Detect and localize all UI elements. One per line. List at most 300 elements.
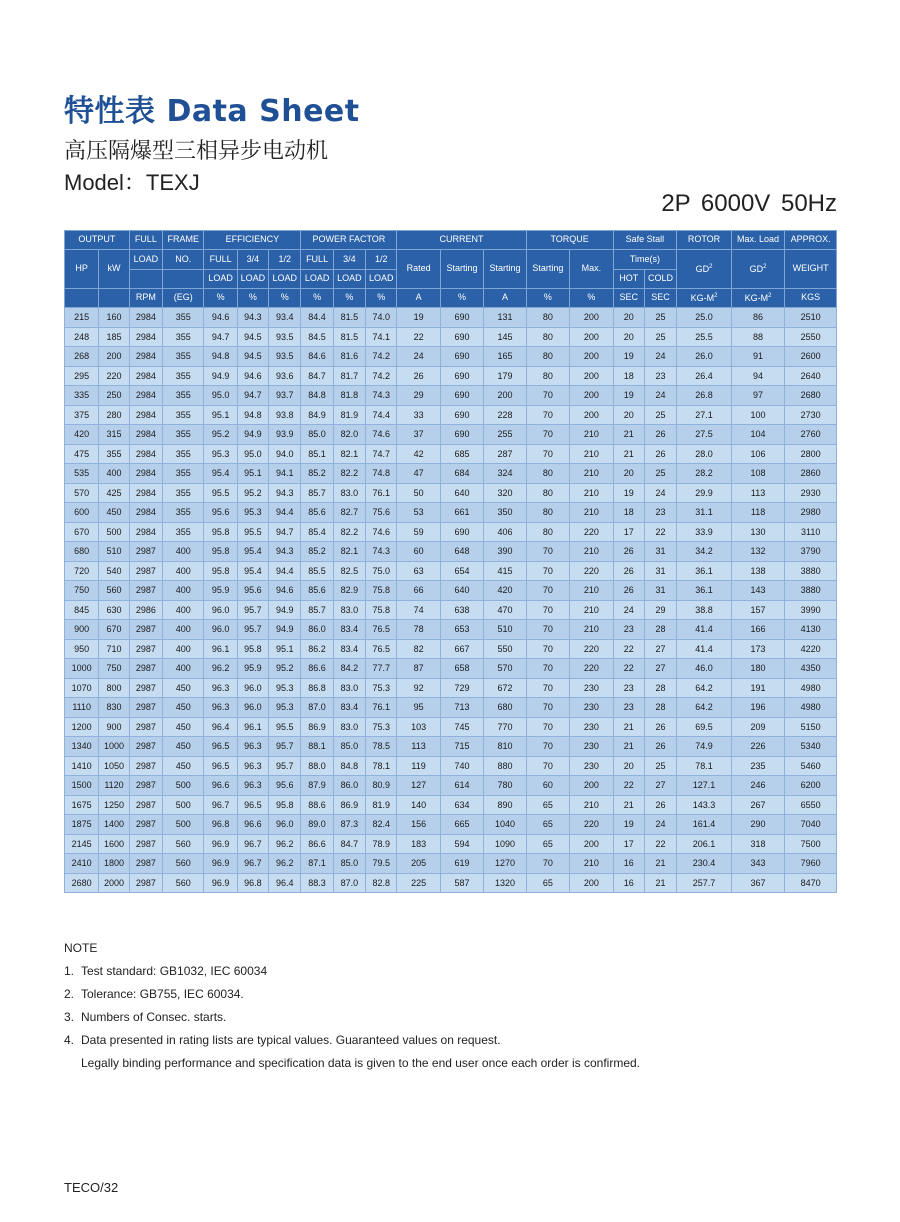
table-cell: 78.5 — [366, 737, 397, 757]
table-cell: 81.9 — [333, 405, 365, 425]
table-cell: 93.4 — [269, 308, 301, 328]
table-cell: 94.0 — [269, 444, 301, 464]
table-cell: 22 — [397, 327, 440, 347]
header-efficiency: EFFICIENCY — [204, 231, 301, 250]
table-cell: 70 — [526, 581, 569, 601]
table-cell: 196 — [731, 698, 785, 718]
table-cell: 315 — [99, 425, 129, 445]
header-eff-12: 1/2 — [269, 250, 301, 269]
table-cell: 31 — [644, 561, 676, 581]
table-cell: 16 — [613, 854, 644, 874]
table-cell: 82.7 — [333, 503, 365, 523]
table-cell: 93.8 — [269, 405, 301, 425]
table-cell: 81.6 — [333, 347, 365, 367]
table-cell: 70 — [526, 854, 569, 874]
table-cell: 209 — [731, 717, 785, 737]
table-cell: 228 — [484, 405, 526, 425]
unit-starting-pct: % — [440, 288, 483, 307]
table-cell: 85.6 — [301, 503, 333, 523]
table-cell: 26 — [644, 737, 676, 757]
table-cell: 94.6 — [204, 308, 237, 328]
table-cell: 450 — [163, 717, 204, 737]
table-cell: 400 — [163, 542, 204, 562]
table-cell: 85.6 — [301, 581, 333, 601]
table-cell: 94.7 — [204, 327, 237, 347]
table-cell: 26 — [613, 542, 644, 562]
table-cell: 29 — [397, 386, 440, 406]
table-cell: 267 — [731, 795, 785, 815]
table-cell: 86.6 — [301, 659, 333, 679]
table-row — [65, 717, 837, 737]
table-cell: 355 — [163, 386, 204, 406]
table-cell: 230 — [570, 737, 613, 757]
table-cell: 22 — [613, 639, 644, 659]
table-cell: 18 — [613, 503, 644, 523]
table-cell: 94.9 — [204, 366, 237, 386]
table-cell: 76.1 — [366, 483, 397, 503]
table-cell: 94.4 — [269, 503, 301, 523]
unit-torque-max: % — [570, 288, 613, 307]
table-cell: 230 — [570, 717, 613, 737]
table-cell: 29.9 — [677, 483, 732, 503]
table-cell: 8470 — [785, 873, 837, 893]
table-row — [65, 737, 837, 757]
table-cell: 143 — [731, 581, 785, 601]
notes-heading: NOTE — [64, 941, 98, 955]
table-cell: 24 — [613, 600, 644, 620]
table-row — [65, 756, 837, 776]
table-cell: 4220 — [785, 639, 837, 659]
table-cell: 780 — [484, 776, 526, 796]
unit-hot-sec: SEC — [613, 288, 644, 307]
note-item: 1. Test standard: GB1032, IEC 60034 — [64, 964, 268, 978]
table-cell: 70 — [526, 756, 569, 776]
table-cell: 94.6 — [237, 366, 268, 386]
table-cell: 108 — [731, 464, 785, 484]
table-cell: 4130 — [785, 620, 837, 640]
table-cell: 41.4 — [677, 639, 732, 659]
table-cell: 95.4 — [237, 542, 268, 562]
table-cell: 70 — [526, 639, 569, 659]
table-cell: 96.9 — [204, 854, 237, 874]
table-cell: 20 — [613, 464, 644, 484]
table-cell: 614 — [440, 776, 483, 796]
table-cell: 94.3 — [269, 542, 301, 562]
table-cell: 127 — [397, 776, 440, 796]
table-cell: 619 — [440, 854, 483, 874]
table-cell: 658 — [440, 659, 483, 679]
table-cell: 36.1 — [677, 581, 732, 601]
table-row — [65, 600, 837, 620]
table-cell: 320 — [484, 483, 526, 503]
table-cell: 680 — [65, 542, 99, 562]
table-cell: 2860 — [785, 464, 837, 484]
table-cell: 450 — [99, 503, 129, 523]
table-cell: 94.8 — [204, 347, 237, 367]
table-cell: 65 — [526, 795, 569, 815]
table-cell: 654 — [440, 561, 483, 581]
table-cell: 65 — [526, 834, 569, 854]
table-cell: 205 — [397, 854, 440, 874]
table-cell: 96.3 — [204, 698, 237, 718]
table-cell: 24 — [644, 815, 676, 835]
table-cell: 83.0 — [333, 600, 365, 620]
table-cell: 95.8 — [204, 542, 237, 562]
table-cell: 24 — [644, 386, 676, 406]
table-cell: 3990 — [785, 600, 837, 620]
table-row — [65, 542, 837, 562]
table-cell: 83.0 — [333, 483, 365, 503]
header-rotor-gd2: $GD^2$ — [677, 250, 732, 289]
table-cell: 81.8 — [333, 386, 365, 406]
table-cell: 225 — [397, 873, 440, 893]
table-cell: 75.6 — [366, 503, 397, 523]
table-cell: 95.8 — [204, 561, 237, 581]
table-cell: 220 — [570, 815, 613, 835]
table-cell: 220 — [99, 366, 129, 386]
table-cell: 2987 — [129, 873, 162, 893]
table-cell: 220 — [570, 639, 613, 659]
table-cell: 1050 — [99, 756, 129, 776]
table-row — [65, 561, 837, 581]
table-cell: 94.7 — [237, 386, 268, 406]
table-cell: 210 — [570, 425, 613, 445]
table-cell: 95.5 — [204, 483, 237, 503]
table-cell: 96.1 — [237, 717, 268, 737]
table-cell: 2987 — [129, 698, 162, 718]
table-cell: 690 — [440, 522, 483, 542]
table-cell: 143.3 — [677, 795, 732, 815]
table-cell: 31.1 — [677, 503, 732, 523]
table-cell: 1875 — [65, 815, 99, 835]
table-cell: 2987 — [129, 717, 162, 737]
header-safe-stall: Safe Stall — [613, 231, 677, 250]
table-cell: 75.8 — [366, 600, 397, 620]
table-row — [65, 815, 837, 835]
table-cell: 210 — [570, 854, 613, 874]
table-cell: 570 — [65, 483, 99, 503]
table-cell: 74.1 — [366, 327, 397, 347]
table-cell: 76.1 — [366, 698, 397, 718]
table-cell: 3880 — [785, 581, 837, 601]
table-cell: 96.7 — [204, 795, 237, 815]
table-cell: 96.2 — [204, 659, 237, 679]
table-cell: 96.5 — [204, 756, 237, 776]
table-cell: 21 — [644, 873, 676, 893]
table-cell: 1120 — [99, 776, 129, 796]
table-cell: 450 — [163, 756, 204, 776]
table-row — [65, 366, 837, 386]
table-cell: 1400 — [99, 815, 129, 835]
table-cell: 24 — [644, 347, 676, 367]
table-cell: 19 — [397, 308, 440, 328]
table-cell: 2930 — [785, 483, 837, 503]
table-cell: 26 — [644, 795, 676, 815]
table-cell: 103 — [397, 717, 440, 737]
table-cell: 729 — [440, 678, 483, 698]
table-cell: 84.8 — [301, 386, 333, 406]
table-cell: 900 — [65, 620, 99, 640]
table-cell: 96.5 — [237, 795, 268, 815]
table-cell: 26 — [644, 444, 676, 464]
table-cell: 560 — [99, 581, 129, 601]
unit-rpm: RPM — [129, 288, 162, 307]
table-cell: 355 — [163, 327, 204, 347]
table-cell: 672 — [484, 678, 526, 698]
table-cell: 80 — [526, 483, 569, 503]
table-cell: 2987 — [129, 581, 162, 601]
table-cell: 96.3 — [237, 776, 268, 796]
table-cell: 96.6 — [204, 776, 237, 796]
table-cell: 173 — [731, 639, 785, 659]
table-cell: 2800 — [785, 444, 837, 464]
table-cell: 230.4 — [677, 854, 732, 874]
table-cell: 667 — [440, 639, 483, 659]
table-cell: 570 — [484, 659, 526, 679]
table-cell: 2984 — [129, 483, 162, 503]
table-cell: 210 — [570, 600, 613, 620]
table-cell: 800 — [99, 678, 129, 698]
table-cell: 95.1 — [237, 464, 268, 484]
table-cell: 191 — [731, 678, 785, 698]
table-cell: 710 — [99, 639, 129, 659]
table-cell: 96.0 — [269, 815, 301, 835]
table-cell: 94.7 — [269, 522, 301, 542]
table-cell: 82.8 — [366, 873, 397, 893]
table-cell: 355 — [163, 503, 204, 523]
table-cell: 210 — [570, 620, 613, 640]
header-kw: kW — [99, 250, 129, 289]
table-cell: 38.8 — [677, 600, 732, 620]
unit-kw — [99, 288, 129, 307]
table-cell: 2987 — [129, 795, 162, 815]
table-cell: 550 — [484, 639, 526, 659]
table-cell: 670 — [99, 620, 129, 640]
table-row — [65, 405, 837, 425]
table-cell: 95.1 — [204, 405, 237, 425]
table-cell: 82.2 — [333, 522, 365, 542]
header-time: Time(s) — [613, 250, 677, 269]
table-cell: 510 — [99, 542, 129, 562]
table-cell: 690 — [440, 366, 483, 386]
table-row — [65, 776, 837, 796]
table-cell: 70 — [526, 542, 569, 562]
header-weight: WEIGHT — [785, 250, 837, 289]
table-cell: 130 — [731, 522, 785, 542]
table-cell: 84.7 — [333, 834, 365, 854]
header-load: LOAD — [129, 250, 162, 269]
table-cell: 95.7 — [269, 737, 301, 757]
table-cell: 690 — [440, 308, 483, 328]
table-cell: 96.9 — [204, 873, 237, 893]
table-cell: 84.4 — [301, 308, 333, 328]
table-cell: 91 — [731, 347, 785, 367]
header-approx: APPROX. — [785, 231, 837, 250]
table-cell: 290 — [731, 815, 785, 835]
table-cell: 86.9 — [301, 717, 333, 737]
table-cell: 28 — [644, 698, 676, 718]
table-row — [65, 678, 837, 698]
table-cell: 25 — [644, 756, 676, 776]
table-cell: 2984 — [129, 522, 162, 542]
table-cell: 25 — [644, 464, 676, 484]
table-row — [65, 854, 837, 874]
table-cell: 2984 — [129, 503, 162, 523]
table-cell: 83.4 — [333, 698, 365, 718]
table-cell: 684 — [440, 464, 483, 484]
table-cell: 31 — [644, 542, 676, 562]
table-cell: 96.5 — [204, 737, 237, 757]
table-cell: 1090 — [484, 834, 526, 854]
header-pf-full: FULL — [301, 250, 333, 269]
table-cell: 75.0 — [366, 561, 397, 581]
table-cell: 24 — [644, 483, 676, 503]
page-number: TECO/32 — [64, 1180, 119, 1195]
table-cell: 3790 — [785, 542, 837, 562]
table-cell: 70 — [526, 386, 569, 406]
table-cell: 2000 — [99, 873, 129, 893]
table-cell: 1250 — [99, 795, 129, 815]
table-cell: 88.0 — [301, 756, 333, 776]
table-cell: 70 — [526, 561, 569, 581]
table-cell: 2987 — [129, 854, 162, 874]
table-cell: 690 — [440, 425, 483, 445]
table-cell: 81.5 — [333, 327, 365, 347]
table-cell: 21 — [613, 444, 644, 464]
table-cell: 36.1 — [677, 561, 732, 581]
notes-section — [64, 941, 640, 1079]
table-cell: 95.3 — [269, 698, 301, 718]
table-cell: 335 — [65, 386, 99, 406]
table-cell: 2984 — [129, 444, 162, 464]
unit-pf-12: % — [366, 288, 397, 307]
table-cell: 95.0 — [237, 444, 268, 464]
table-cell: 2600 — [785, 347, 837, 367]
table-cell: 220 — [570, 522, 613, 542]
table-row — [65, 425, 837, 445]
table-cell: 95.3 — [237, 503, 268, 523]
table-cell: 25 — [644, 405, 676, 425]
table-cell: 47 — [397, 464, 440, 484]
table-cell: 27.5 — [677, 425, 732, 445]
table-cell: 287 — [484, 444, 526, 464]
table-cell: 138 — [731, 561, 785, 581]
table-cell: 355 — [163, 405, 204, 425]
table-cell: 86.2 — [301, 639, 333, 659]
table-cell: 46.0 — [677, 659, 732, 679]
table-cell: 59 — [397, 522, 440, 542]
table-cell: 367 — [731, 873, 785, 893]
table-cell: 85.0 — [301, 425, 333, 445]
table-cell: 257.7 — [677, 873, 732, 893]
table-cell: 355 — [99, 444, 129, 464]
table-cell: 2987 — [129, 776, 162, 796]
table-cell: 2145 — [65, 834, 99, 854]
table-cell: 75.3 — [366, 717, 397, 737]
table-cell: 96.7 — [237, 854, 268, 874]
table-cell: 95.0 — [204, 386, 237, 406]
table-cell: 210 — [570, 483, 613, 503]
header-current-starting-pct: Starting — [440, 250, 483, 289]
table-cell: 2984 — [129, 425, 162, 445]
table-cell: 638 — [440, 600, 483, 620]
header-pf-12-load: LOAD — [366, 269, 397, 288]
header-full: FULL — [129, 231, 162, 250]
table-cell: 86.6 — [301, 834, 333, 854]
table-cell: 132 — [731, 542, 785, 562]
table-cell: 2680 — [785, 386, 837, 406]
table-cell: 26.8 — [677, 386, 732, 406]
unit-torque-starting: % — [526, 288, 569, 307]
table-cell: 82.4 — [366, 815, 397, 835]
note-continuation: Legally binding performance and specification data is given to the end user once each order is confirmed. — [81, 1056, 641, 1070]
table-cell: 23 — [644, 503, 676, 523]
table-row — [65, 386, 837, 406]
table-cell: 19 — [613, 815, 644, 835]
product-subtitle: 高压隔爆型三相异步电动机 — [64, 139, 329, 164]
table-cell: 450 — [163, 698, 204, 718]
table-cell: 75.3 — [366, 678, 397, 698]
table-cell: 95.7 — [237, 620, 268, 640]
table-cell: 2987 — [129, 542, 162, 562]
table-cell: 65 — [526, 815, 569, 835]
header-pf-12: 1/2 — [366, 250, 397, 269]
header-eff-full: FULL — [204, 250, 237, 269]
table-cell: 26 — [644, 425, 676, 445]
table-cell: 70 — [526, 717, 569, 737]
header-eff-full-load: LOAD — [204, 269, 237, 288]
table-cell: 70 — [526, 620, 569, 640]
table-cell: 95.6 — [237, 581, 268, 601]
table-cell: 80.9 — [366, 776, 397, 796]
table-cell: 210 — [570, 503, 613, 523]
table-cell: 95.5 — [237, 522, 268, 542]
table-cell: 185 — [99, 327, 129, 347]
table-cell: 85.1 — [301, 444, 333, 464]
table-cell: 96.1 — [204, 639, 237, 659]
table-cell: 86.0 — [301, 620, 333, 640]
table-cell: 87.0 — [333, 873, 365, 893]
table-cell: 1070 — [65, 678, 99, 698]
table-cell: 95.6 — [204, 503, 237, 523]
table-cell: 93.6 — [269, 366, 301, 386]
table-cell: 2987 — [129, 678, 162, 698]
table-cell: 425 — [99, 483, 129, 503]
table-cell: 210 — [570, 581, 613, 601]
table-cell: 88.3 — [301, 873, 333, 893]
table-cell: 74.7 — [366, 444, 397, 464]
table-cell: 200 — [570, 366, 613, 386]
table-cell: 87.0 — [301, 698, 333, 718]
note-item: 2. Tolerance: GB755, IEC 60034. — [64, 987, 244, 1001]
table-cell: 680 — [484, 698, 526, 718]
table-cell: 23 — [644, 366, 676, 386]
table-cell: 355 — [163, 425, 204, 445]
table-cell: 4350 — [785, 659, 837, 679]
table-cell: 86.0 — [333, 776, 365, 796]
table-cell: 2760 — [785, 425, 837, 445]
table-cell: 82.2 — [333, 464, 365, 484]
table-cell: 93.7 — [269, 386, 301, 406]
table-cell: 200 — [570, 776, 613, 796]
table-cell: 350 — [484, 503, 526, 523]
header-cold: COLD — [644, 269, 676, 288]
table-cell: 26.0 — [677, 347, 732, 367]
table-cell: 900 — [99, 717, 129, 737]
table-cell: 450 — [163, 737, 204, 757]
table-cell: 81.9 — [366, 795, 397, 815]
table-cell: 2984 — [129, 366, 162, 386]
